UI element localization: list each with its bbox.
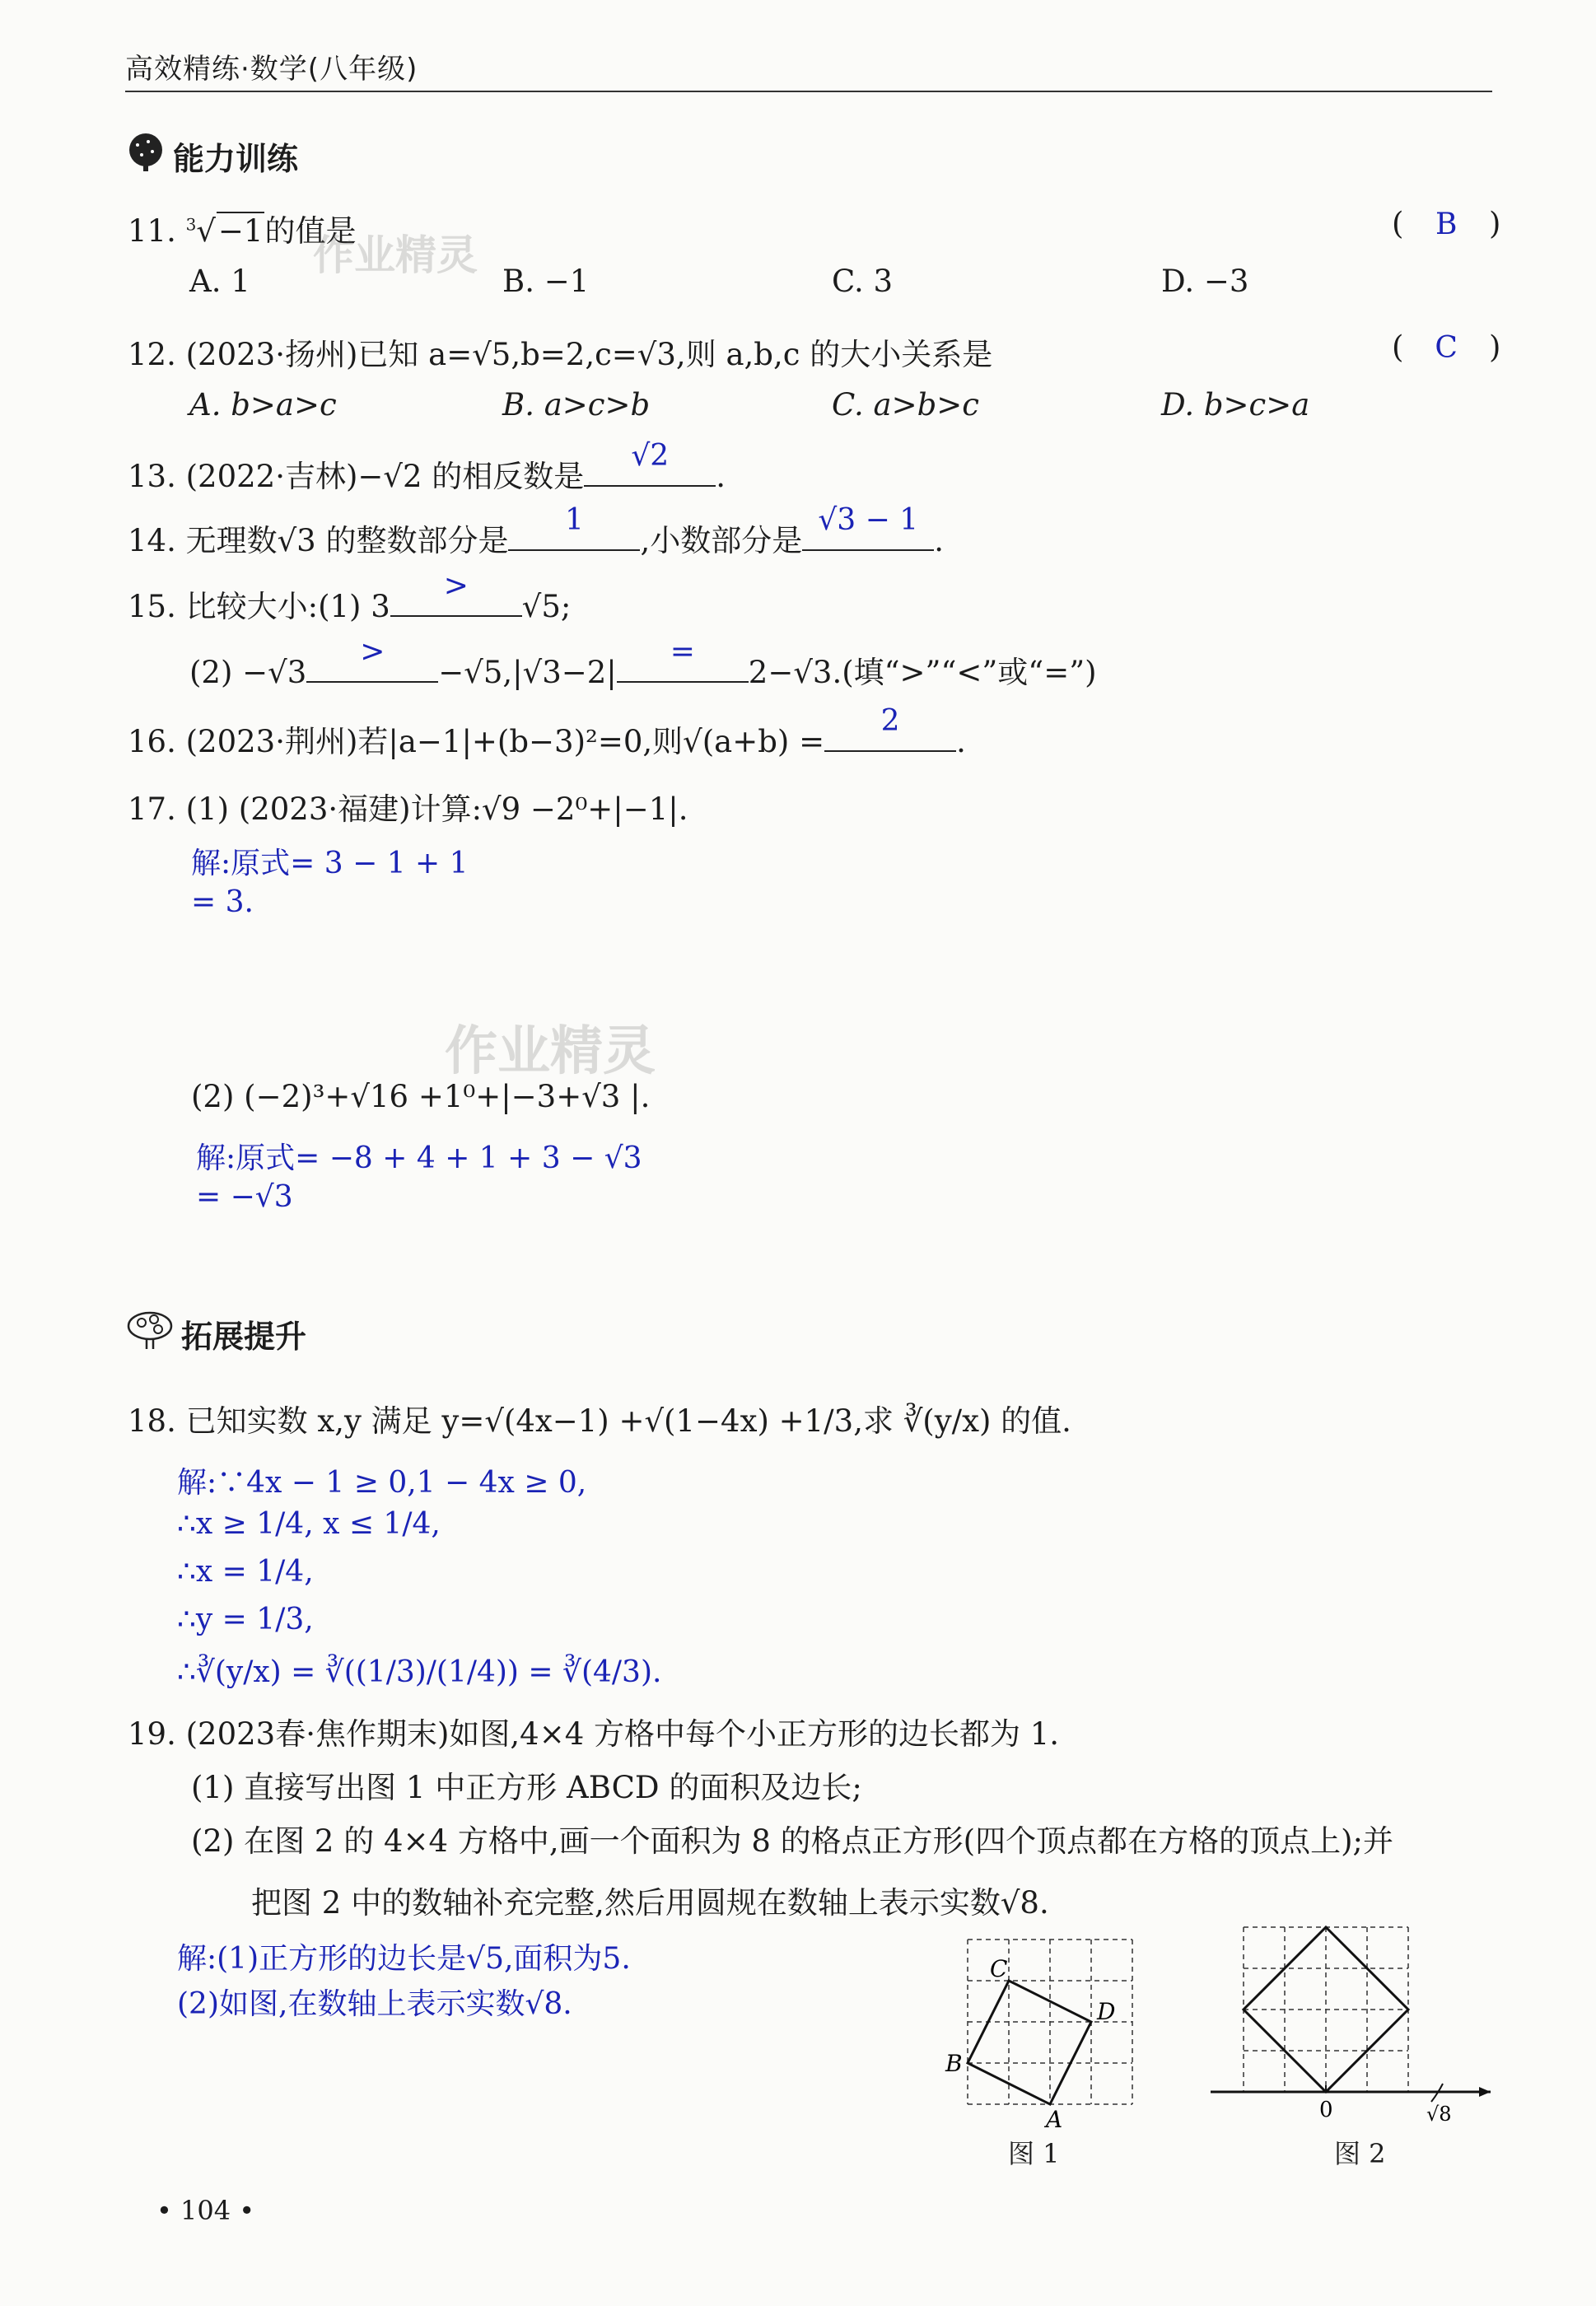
question-17-solution-1-line-1: 解:原式= 3 − 1 + 1 bbox=[191, 847, 469, 880]
question-14: 14. 无理数√3 的整数部分是 1 ,小数部分是 √3 − 1 . bbox=[128, 503, 945, 558]
question-11-stem: 11. $^3$√−1的值是 bbox=[128, 213, 357, 249]
question-13: 13. (2022·吉林)−√2 的相反数是 √2 . bbox=[128, 439, 726, 494]
watermark-2: 作业精灵 bbox=[445, 1021, 656, 1082]
question-17-part-1: 17. (1) (2023·福建)计算:√9 −2⁰+|−1|. bbox=[128, 791, 688, 827]
question-15-blank-1: > bbox=[390, 584, 522, 617]
question-17-part-2: (2) (−2)³+√16 +1⁰+|−3+√3 |. bbox=[191, 1079, 651, 1114]
question-15-blank-2: > bbox=[306, 650, 438, 683]
question-18-solution-line-1: 解:∵4x − 1 ≥ 0,1 − 4x ≥ 0, bbox=[177, 1466, 587, 1500]
figure-1-label-d: D bbox=[1097, 1998, 1116, 2025]
page-header-title: 高效精练·数学(八年级) bbox=[125, 53, 418, 86]
figure-1-label-a: A bbox=[1046, 2106, 1063, 2129]
question-13-blank: √2 bbox=[584, 454, 716, 487]
question-15-line-1: 15. 比较大小:(1) 3 > √5; bbox=[128, 569, 572, 624]
question-11-option-c: C. 3 bbox=[832, 264, 894, 299]
question-11-answer-paren: ( B ) bbox=[1392, 206, 1501, 241]
question-17-solution-2-line-2: = −√3 bbox=[196, 1180, 293, 1214]
question-11-option-b: B. −1 bbox=[502, 264, 590, 299]
question-12-option-d: D. b>c>a bbox=[1161, 387, 1310, 422]
figure-2-caption: 图 2 bbox=[1334, 2138, 1386, 2169]
figure-2-label-sqrt8: √8 bbox=[1426, 2103, 1452, 2126]
question-14-blank-1: 1 bbox=[508, 518, 640, 551]
section-extend-heading bbox=[125, 1309, 306, 1358]
question-11-option-a: A. 1 bbox=[189, 264, 250, 299]
figure-2-label-zero: 0 bbox=[1319, 2098, 1333, 2122]
figure-1-label-c: C bbox=[990, 1955, 1008, 1982]
page-number: • 104 • bbox=[156, 2195, 255, 2226]
question-14-blank-2: √3 − 1 bbox=[802, 518, 934, 551]
question-18-solution-line-4: ∴y = 1/3, bbox=[177, 1603, 314, 1636]
question-15-line-2: (2) −√3 > −√5,|√3−2| = 2−√3.(填“>”“<”或“=”) bbox=[189, 635, 1097, 690]
question-19-part-2-line-2: 把图 2 中的数轴补充完整,然后用圆规在数轴上表示实数√8. bbox=[251, 1885, 1049, 1921]
question-11-option-d: D. −3 bbox=[1161, 264, 1249, 299]
watermark-1: 作业精灵 bbox=[313, 231, 478, 279]
tree-icon bbox=[125, 132, 166, 180]
question-18-solution-line-3: ∴x = 1/4, bbox=[177, 1555, 314, 1589]
figure-2-grid bbox=[1211, 1919, 1499, 2133]
question-16-blank: 2 bbox=[824, 719, 956, 752]
section-ability-label: 能力训练 bbox=[173, 141, 299, 177]
question-17-solution-2-line-1: 解:原式= −8 + 4 + 1 + 3 − √3 bbox=[196, 1141, 642, 1175]
question-17-solution-1-line-2: = 3. bbox=[191, 885, 254, 919]
question-19-part-1: (1) 直接写出图 1 中正方形 ABCD 的面积及边长; bbox=[191, 1770, 862, 1805]
question-12-option-b: B. a>c>b bbox=[502, 387, 651, 422]
question-18-solution-line-2: ∴x ≥ 1/4, x ≤ 1/4, bbox=[177, 1507, 441, 1541]
question-18-stem: 18. 已知实数 x,y 满足 y=√(4x−1) +√(1−4x) +1/3,求 ∛(y/x) 的值. bbox=[128, 1403, 1071, 1439]
question-12-stem: 12. (2023·扬州)已知 a=√5,b=2,c=√3,则 a,b,c 的大小关系是 bbox=[128, 337, 993, 372]
section-extend-label: 拓展提升 bbox=[181, 1319, 307, 1355]
header-rule bbox=[125, 91, 1492, 92]
figure-1-label-b: B bbox=[945, 2050, 963, 2077]
question-12-option-a: A. b>a>c bbox=[189, 387, 337, 422]
section-ability-heading bbox=[125, 132, 298, 180]
question-12-option-c: C. a>b>c bbox=[832, 387, 979, 422]
tree-outline-icon bbox=[125, 1309, 175, 1358]
question-19-solution-line-1: 解:(1)正方形的边长是√5,面积为5. bbox=[177, 1942, 631, 1976]
question-16: 16. (2023·荆州)若|a−1|+(b−3)²=0,则√(a+b) = 2 . bbox=[128, 704, 966, 759]
figure-1-grid bbox=[939, 1931, 1136, 2129]
question-15-blank-3: = bbox=[617, 650, 749, 683]
figure-1-caption: 图 1 bbox=[1008, 2138, 1060, 2169]
square-abcd bbox=[968, 1981, 1091, 2104]
question-19-solution-line-2: (2)如图,在数轴上表示实数√8. bbox=[177, 1987, 572, 2021]
question-19-part-2-line-1: (2) 在图 2 的 4×4 方格中,画一个面积为 8 的格点正方形(四个顶点都在方格的顶点上);并 bbox=[191, 1823, 1393, 1859]
question-18-solution-line-5: ∴∛(y/x) = ∛((1/3)/(1/4)) = ∛(4/3). bbox=[177, 1655, 662, 1689]
question-12-answer-paren: ( C ) bbox=[1392, 329, 1501, 365]
number-line-arrow bbox=[1479, 2087, 1491, 2097]
question-19-stem: 19. (2023春·焦作期末)如图,4×4 方格中每个小正方形的边长都为 1. bbox=[128, 1716, 1060, 1752]
